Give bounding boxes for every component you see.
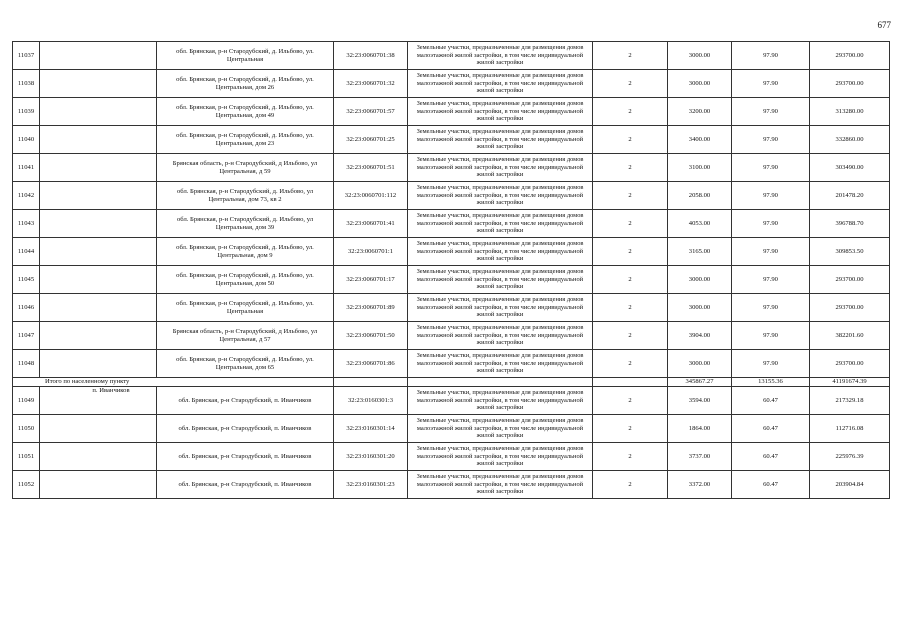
group-cell: 2 [593, 154, 668, 182]
group-cell: 2 [593, 70, 668, 98]
group-cell: 2 [593, 387, 668, 415]
group-cell: 2 [593, 238, 668, 266]
address-cell: Брянская область, р-н Стародубский, д Ильбово, ул Центральная, д 59 [157, 154, 334, 182]
cadastral-number-cell: 32:23:0060701:17 [334, 266, 408, 294]
area-cell: 3000.00 [668, 294, 732, 322]
settlement-cell [40, 443, 157, 471]
land-use-cell: Земельные участки, предназначенные для размещения домов малоэтажной жилой застройки, в том числе индивидуальной жилой застройки [408, 182, 593, 210]
group-cell: 2 [593, 415, 668, 443]
row-number: 11043 [13, 210, 40, 238]
settlement-cell [40, 182, 157, 210]
land-use-cell: Земельные участки, предназначенные для размещения домов малоэтажной жилой застройки, в том числе индивидуальной жилой застройки [408, 98, 593, 126]
address-cell: обл. Брянская, р-н Стародубский, п. Иванчиков [157, 443, 334, 471]
upks-cell: 97.90 [732, 210, 810, 238]
cadastral-number-cell: 32:23:0160301:14 [334, 415, 408, 443]
cadastral-number-cell: 32:23:0060701:41 [334, 210, 408, 238]
upks-cell: 97.90 [732, 350, 810, 378]
cadastral-number-cell: 32:23:0060701:86 [334, 350, 408, 378]
row-number: 11039 [13, 98, 40, 126]
cadastral-value-cell: 293700.00 [810, 266, 890, 294]
row-number: 11041 [13, 154, 40, 182]
land-use-cell: Земельные участки, предназначенные для размещения домов малоэтажной жилой застройки, в том числе индивидуальной жилой застройки [408, 387, 593, 415]
land-use-cell: Земельные участки, предназначенные для размещения домов малоэтажной жилой застройки, в том числе индивидуальной жилой застройки [408, 350, 593, 378]
table-row [13, 238, 890, 266]
subtotal-label: Итого по населенному пункту [13, 378, 334, 387]
group-cell: 2 [593, 443, 668, 471]
cadastral-value-cell: 112716.08 [810, 415, 890, 443]
row-number: 11048 [13, 350, 40, 378]
upks-cell: 97.90 [732, 98, 810, 126]
upks-cell: 60.47 [732, 443, 810, 471]
row-number: 11052 [13, 471, 40, 499]
area-cell: 3737.00 [668, 443, 732, 471]
upks-cell: 97.90 [732, 182, 810, 210]
address-cell: обл. Брянская, р-н Стародубский, д. Ильбово, ул. Центральная, дом 49 [157, 98, 334, 126]
area-cell: 3100.00 [668, 154, 732, 182]
group-cell: 2 [593, 294, 668, 322]
address-cell: обл. Брянская, р-н Стародубский, д. Ильбово, ул. Центральная [157, 294, 334, 322]
upks-cell: 97.90 [732, 322, 810, 350]
area-cell: 3200.00 [668, 98, 732, 126]
upks-cell: 97.90 [732, 238, 810, 266]
cadastral-value-cell: 293700.00 [810, 42, 890, 70]
cadastral-value-cell: 293700.00 [810, 70, 890, 98]
cadastral-number-cell: 32:23:0060701:89 [334, 294, 408, 322]
table-row [13, 182, 890, 210]
settlement-cell [40, 126, 157, 154]
settlement-cell [40, 154, 157, 182]
group-cell: 2 [593, 182, 668, 210]
land-use-cell: Земельные участки, предназначенные для размещения домов малоэтажной жилой застройки, в том числе индивидуальной жилой застройки [408, 294, 593, 322]
cadastral-number-cell: 32:23:0060701:25 [334, 126, 408, 154]
group-cell: 2 [593, 350, 668, 378]
land-use-cell: Земельные участки, предназначенные для размещения домов малоэтажной жилой застройки, в том числе индивидуальной жилой застройки [408, 266, 593, 294]
cadastral-number-cell: 32:23:0160301:3 [334, 387, 408, 415]
cadastral-value-cell: 293700.00 [810, 350, 890, 378]
table-row [13, 70, 890, 98]
address-cell: обл. Брянская, р-н Стародубский, д. Ильбово, ул. Центральная, дом 23 [157, 126, 334, 154]
settlement-cell [40, 266, 157, 294]
upks-cell: 60.47 [732, 415, 810, 443]
cadastral-number-cell: 32:23:0160301:20 [334, 443, 408, 471]
group-cell: 2 [593, 210, 668, 238]
row-number: 11047 [13, 322, 40, 350]
upks-cell: 97.90 [732, 42, 810, 70]
upks-cell: 60.47 [732, 471, 810, 499]
cadastral-value-cell: 332860.00 [810, 126, 890, 154]
settlement-cell [40, 70, 157, 98]
address-cell: обл. Брянская, р-н Стародубский, д. Ильбово, ул. Центральная, дом 65 [157, 350, 334, 378]
settlement-cell [40, 350, 157, 378]
cadastral-value-cell: 217329.18 [810, 387, 890, 415]
upks-cell: 60.47 [732, 387, 810, 415]
table-row [13, 322, 890, 350]
table-row [13, 98, 890, 126]
cadastral-value-cell: 303490.00 [810, 154, 890, 182]
area-cell: 3000.00 [668, 350, 732, 378]
area-cell: 3000.00 [668, 266, 732, 294]
group-cell: 2 [593, 266, 668, 294]
land-use-cell: Земельные участки, предназначенные для размещения домов малоэтажной жилой застройки, в том числе индивидуальной жилой застройки [408, 154, 593, 182]
cadastral-number-cell: 32:23:0060701:112 [334, 182, 408, 210]
table-row [13, 154, 890, 182]
address-cell: обл. Брянская, р-н Стародубский, д. Ильбово, ул. Центральная, дом 50 [157, 266, 334, 294]
area-cell: 3400.00 [668, 126, 732, 154]
land-use-cell: Земельные участки, предназначенные для размещения домов малоэтажной жилой застройки, в том числе индивидуальной жилой застройки [408, 210, 593, 238]
upks-cell: 97.90 [732, 294, 810, 322]
land-use-cell: Земельные участки, предназначенные для размещения домов малоэтажной жилой застройки, в том числе индивидуальной жилой застройки [408, 443, 593, 471]
address-cell: Брянская область, р-н Стародубский, д Ильбово, ул Центральная, д 57 [157, 322, 334, 350]
area-cell: 3372.00 [668, 471, 732, 499]
settlement-cell [40, 98, 157, 126]
group-cell: 2 [593, 98, 668, 126]
row-number: 11044 [13, 238, 40, 266]
table-row [13, 42, 890, 70]
land-use-cell: Земельные участки, предназначенные для размещения домов малоэтажной жилой застройки, в том числе индивидуальной жилой застройки [408, 471, 593, 499]
cadastral-number-cell: 32:23:0060701:32 [334, 70, 408, 98]
cadastral-value-cell: 382201.60 [810, 322, 890, 350]
cadastral-value-cell: 313280.00 [810, 98, 890, 126]
upks-cell: 97.90 [732, 266, 810, 294]
cadastral-number-cell: 32:23:0060701:51 [334, 154, 408, 182]
settlement-cell [40, 322, 157, 350]
land-use-cell: Земельные участки, предназначенные для размещения домов малоэтажной жилой застройки, в том числе индивидуальной жилой застройки [408, 322, 593, 350]
cadastral-value-table [12, 41, 890, 499]
address-cell: обл. Брянская, р-н Стародубский, п. Иванчиков [157, 471, 334, 499]
subtotal-area: 345867.27 [668, 378, 732, 387]
cadastral-value-cell: 225976.39 [810, 443, 890, 471]
address-cell: обл. Брянская, р-н Стародубский, д. Ильбово, ул Центральная, дом 39 [157, 210, 334, 238]
upks-cell: 97.90 [732, 154, 810, 182]
table-row [13, 387, 890, 415]
group-cell: 2 [593, 471, 668, 499]
settlement-cell [40, 471, 157, 499]
cadastral-number-cell: 32:23:0060701:57 [334, 98, 408, 126]
land-use-cell: Земельные участки, предназначенные для размещения домов малоэтажной жилой застройки, в том числе индивидуальной жилой застройки [408, 415, 593, 443]
area-cell: 3165.00 [668, 238, 732, 266]
table-row [13, 443, 890, 471]
subtotal-upks: 13155.36 [732, 378, 810, 387]
row-number: 11040 [13, 126, 40, 154]
row-number: 11045 [13, 266, 40, 294]
row-number: 11037 [13, 42, 40, 70]
upks-cell: 97.90 [732, 70, 810, 98]
table-row [13, 471, 890, 499]
row-number: 11038 [13, 70, 40, 98]
cadastral-number-cell: 32:23:0060701:50 [334, 322, 408, 350]
row-number: 11046 [13, 294, 40, 322]
address-cell: обл. Брянская, р-н Стародубский, п. Иванчиков [157, 415, 334, 443]
area-cell: 3000.00 [668, 70, 732, 98]
group-cell: 2 [593, 126, 668, 154]
subtotal-value: 41191674.39 [810, 378, 890, 387]
address-cell: обл. Брянская, р-н Стародубский, д. Ильбово, ул. Центральная, дом 9 [157, 238, 334, 266]
address-cell: обл. Брянская, р-н Стародубский, д. Ильбово, ул. Центральная, дом 26 [157, 70, 334, 98]
land-use-cell: Земельные участки, предназначенные для размещения домов малоэтажной жилой застройки, в том числе индивидуальной жилой застройки [408, 126, 593, 154]
row-number: 11042 [13, 182, 40, 210]
row-number: 11049 [13, 387, 40, 415]
address-cell: обл. Брянская, р-н Стародубский, д. Ильбово, ул. Центральная [157, 42, 334, 70]
group-cell: 2 [593, 42, 668, 70]
cadastral-value-cell: 309853.50 [810, 238, 890, 266]
table-row [13, 294, 890, 322]
address-cell: обл. Брянская, р-н Стародубский, д. Ильбово, ул Центральная, дом 73, кв 2 [157, 182, 334, 210]
area-cell: 3594.00 [668, 387, 732, 415]
table-row [13, 126, 890, 154]
area-cell: 3904.00 [668, 322, 732, 350]
cadastral-value-cell: 293700.00 [810, 294, 890, 322]
group-cell: 2 [593, 322, 668, 350]
address-cell: обл. Брянская, р-н Стародубский, п. Иванчиков [157, 387, 334, 415]
land-use-cell: Земельные участки, предназначенные для размещения домов малоэтажной жилой застройки, в том числе индивидуальной жилой застройки [408, 70, 593, 98]
cadastral-number-cell: 32:23:0060701:1 [334, 238, 408, 266]
table-row [13, 266, 890, 294]
upks-cell: 97.90 [732, 126, 810, 154]
cadastral-number-cell: 32:23:0060701:38 [334, 42, 408, 70]
settlement-cell [40, 294, 157, 322]
area-cell: 3000.00 [668, 42, 732, 70]
row-number: 11050 [13, 415, 40, 443]
table-row [13, 210, 890, 238]
settlement-cell [40, 42, 157, 70]
settlement-cell [40, 238, 157, 266]
row-number: 11051 [13, 443, 40, 471]
area-cell: 4053.00 [668, 210, 732, 238]
cadastral-value-cell: 201478.20 [810, 182, 890, 210]
settlement-cell [40, 210, 157, 238]
table-row [13, 350, 890, 378]
cadastral-value-cell: 203904.84 [810, 471, 890, 499]
settlement-name: п. Иванчиков [40, 387, 157, 415]
cadastral-value-cell: 396788.70 [810, 210, 890, 238]
page-number: 677 [877, 20, 891, 30]
area-cell: 2058.00 [668, 182, 732, 210]
table-row [13, 415, 890, 443]
cadastral-number-cell: 32:23:0160301:23 [334, 471, 408, 499]
settlement-cell [40, 415, 157, 443]
land-use-cell: Земельные участки, предназначенные для размещения домов малоэтажной жилой застройки, в том числе индивидуальной жилой застройки [408, 238, 593, 266]
area-cell: 1864.00 [668, 415, 732, 443]
subtotal-row [13, 378, 890, 387]
land-use-cell: Земельные участки, предназначенные для размещения домов малоэтажной жилой застройки, в том числе индивидуальной жилой застройки [408, 42, 593, 70]
